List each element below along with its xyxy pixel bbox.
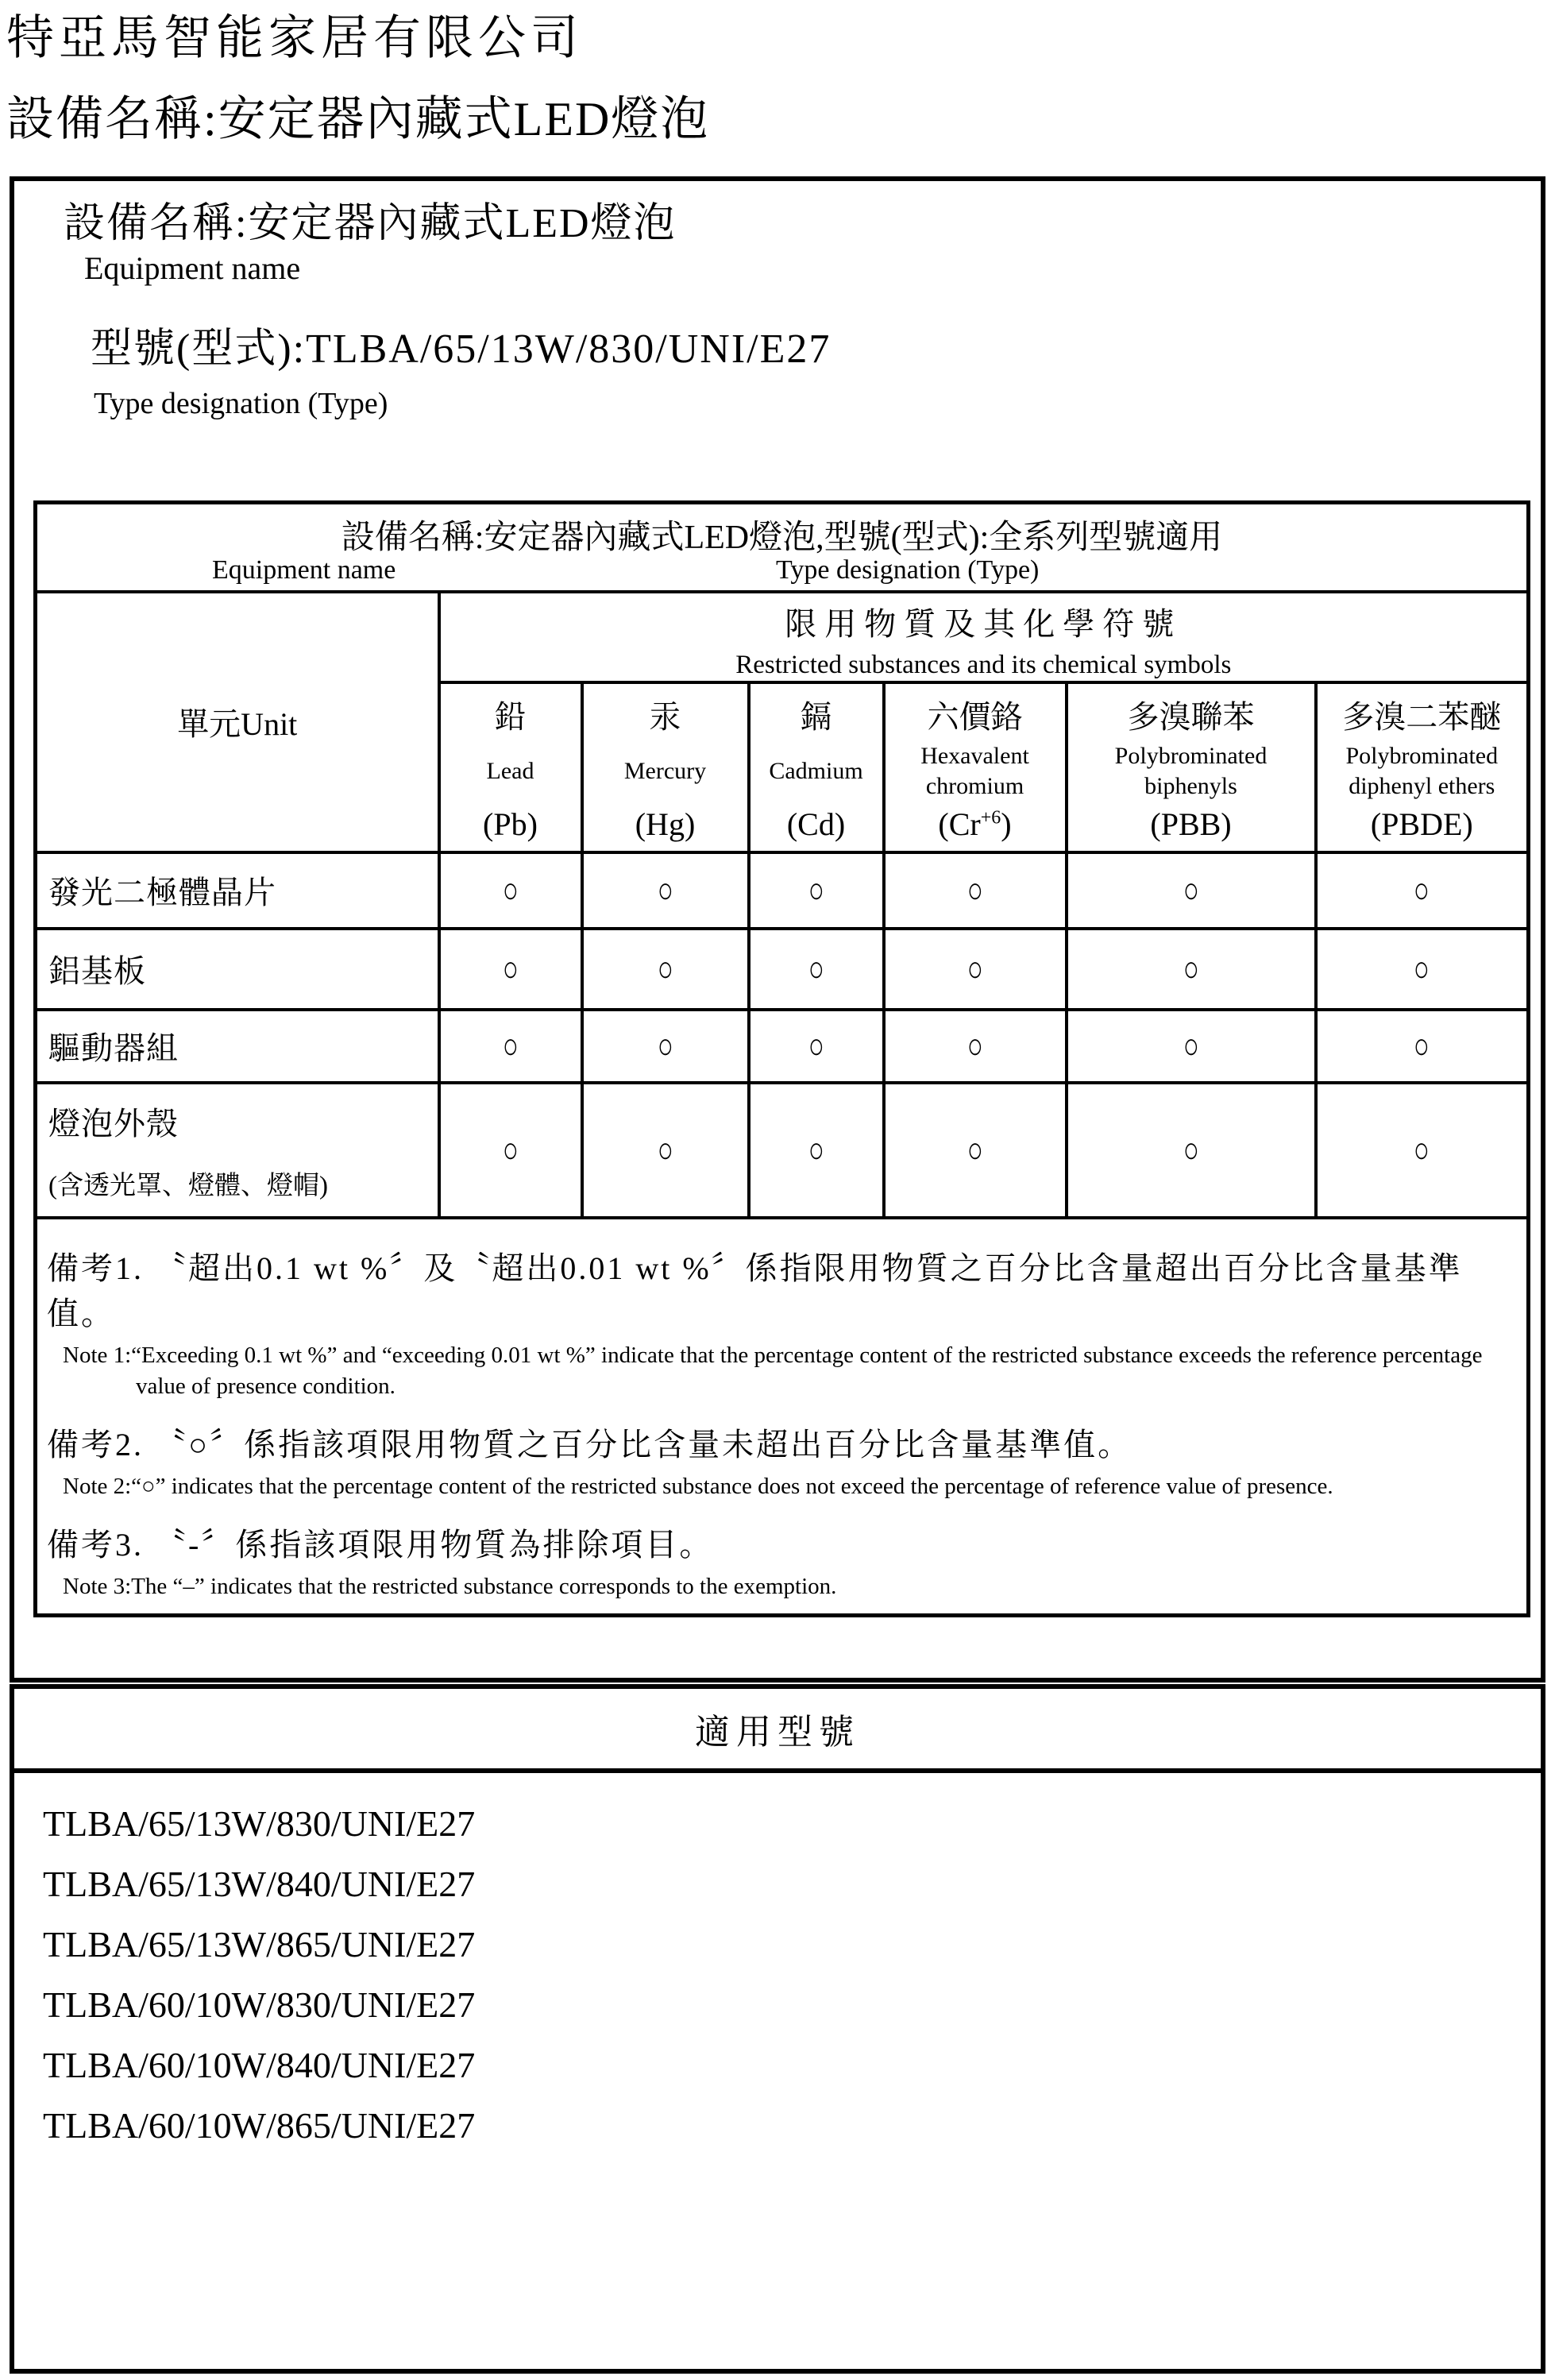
compliance-circle: ○ [502,1026,519,1066]
table-title-equipment-en: Equipment name [212,555,396,585]
compliance-circle: ○ [967,949,983,989]
compliance-circle: ○ [967,1026,983,1066]
model-item: TLBA/65/13W/865/UNI/E27 [43,1924,476,1965]
column-header-hexavalent-chromium [884,682,1067,852]
compliance-circle: ○ [1414,870,1430,910]
pbb-en: Polybrominated biphenyls [1114,743,1268,799]
table-title-band [36,503,1529,592]
pbb-symbol: (PBB) [1150,806,1232,842]
model-item: TLBA/60/10W/840/UNI/E27 [43,2045,476,2085]
company-title: 特亞馬智能家居有限公司 [6,12,583,64]
mercury-en: Mercury [623,757,707,784]
equipment-name-en: Equipment name [84,250,301,286]
substance-row-driver [36,1010,1529,1083]
compliance-circle: ○ [1414,949,1430,989]
mercury-zh: 汞 [649,698,681,735]
chromium-zh: 六價鉻 [927,698,1023,735]
type-designation-en: Type designation (Type) [94,387,388,420]
applicable-models-header: 適用型號 [14,1689,1541,1773]
lead-zh: 鉛 [494,698,527,735]
lead-symbol: (Pb) [483,806,538,842]
compliance-circle: ○ [808,1130,824,1170]
cadmium-en: Cadmium [769,757,863,784]
compliance-circle: ○ [502,949,519,989]
model-item: TLBA/60/10W/830/UNI/E27 [43,1984,476,2025]
note-3-en: Note 3:The “–” indicates that the restricted substance corresponds to the exemption. [63,1573,837,1599]
declaration-box [10,176,1545,1683]
unit-name: 燈泡外殼 [48,1105,179,1142]
substance-row-aluminum-board [36,929,1529,1010]
device-subtitle: 設備名稱:安定器內藏式LED燈泡 [6,93,710,145]
mercury-symbol: (Hg) [635,806,696,842]
cadmium-symbol: (Cd) [786,806,846,842]
compliance-circle: ○ [1414,1130,1430,1170]
unit-name: 驅動器組 [48,1030,179,1066]
unit-name: 發光二極體晶片 [48,875,276,910]
column-header-cadmium [749,682,884,852]
unit-name: 鋁基板 [48,953,146,989]
column-header-lead [439,682,582,852]
notes-section [36,1218,1529,1616]
note-1-zh: 備考1. 〝超出0.1 wt %〞及〝超出0.01 wt %〞係指限用物質之百分比含量超出百分比含量基準值。 [47,1250,1463,1331]
compliance-circle: ○ [1183,870,1199,910]
type-designation-zh: 型號(型式):TLBA/65/13W/830/UNI/E27 [91,326,832,372]
note-1 [47,1243,1517,1402]
column-header-pbde [1316,682,1529,852]
compliance-circle: ○ [657,949,673,989]
restricted-substances-header [439,592,1529,682]
unit-name-sub: (含透光罩、燈體、燈帽) [48,1171,328,1200]
table-title-type-en: Type designation (Type) [776,555,1040,585]
compliance-circle: ○ [967,1130,983,1170]
note-2-zh: 備考2. 〝○〞係指該項限用物質之百分比含量未超出百分比含量基準值。 [47,1426,1132,1462]
chromium-en: Hexavalent chromium [920,743,1029,799]
model-item: TLBA/60/10W/865/UNI/E27 [43,2105,476,2146]
applicable-models-box [10,1684,1545,2374]
substance-row-led-chip [36,852,1529,929]
rohs-substances-table [33,500,1530,1617]
compliance-circle: ○ [657,870,673,910]
restricted-substances-en: Restricted substances and its chemical symbols [735,650,1232,679]
table-title-zh: 設備名稱:安定器內藏式LED燈泡,型號(型式):全系列型號適用 [341,520,1223,556]
model-item: TLBA/65/13W/830/UNI/E27 [43,1803,476,1844]
note-2-en: Note 2:“○” indicates that the percentage content of the restricted substance does not exceed the percentage of reference value of presence. [63,1473,1333,1499]
substance-row-bulb-shell [36,1083,1529,1218]
lead-en: Lead [486,757,534,784]
compliance-circle: ○ [1183,1026,1199,1066]
compliance-circle: ○ [808,1026,824,1066]
restricted-substances-zh: 限用物質及其化學符號 [785,605,1183,642]
compliance-circle: ○ [1414,1026,1430,1066]
pbde-symbol: (PBDE) [1370,806,1473,842]
note-2 [47,1420,1517,1502]
pbb-zh: 多溴聯苯 [1127,698,1255,735]
pbde-zh: 多溴二苯醚 [1342,698,1502,735]
column-header-pbb [1067,682,1316,852]
compliance-circle: ○ [808,870,824,910]
unit-column-header: 單元Unit [36,592,439,852]
compliance-circle: ○ [502,870,519,910]
compliance-circle: ○ [657,1026,673,1066]
compliance-circle: ○ [808,949,824,989]
column-header-mercury [582,682,749,852]
compliance-circle: ○ [1183,949,1199,989]
chromium-symbol: $(Cr^{+6})$ [938,806,1012,842]
cadmium-zh: 鎘 [800,698,832,735]
pbde-en: Polybrominated diphenyl ethers [1345,743,1499,799]
note-3 [47,1520,1517,1602]
equipment-name-zh: 設備名稱:安定器內藏式LED燈泡 [64,201,677,246]
compliance-circle: ○ [657,1130,673,1170]
note-3-zh: 備考3. 〝-〞係指該項限用物質為排除項目。 [47,1526,714,1563]
model-item: TLBA/65/13W/840/UNI/E27 [43,1864,476,1904]
compliance-circle: ○ [967,870,983,910]
note-1-en: Note 1:“Exceeding 0.1 wt %” and “exceeding 0.01 wt %” indicate that the percentage content of the restricted substance exceeds the reference percentage value of presence condition. [63,1342,1483,1399]
compliance-circle: ○ [1183,1130,1199,1170]
applicable-models-list [14,1773,1541,2156]
compliance-circle: ○ [502,1130,519,1170]
